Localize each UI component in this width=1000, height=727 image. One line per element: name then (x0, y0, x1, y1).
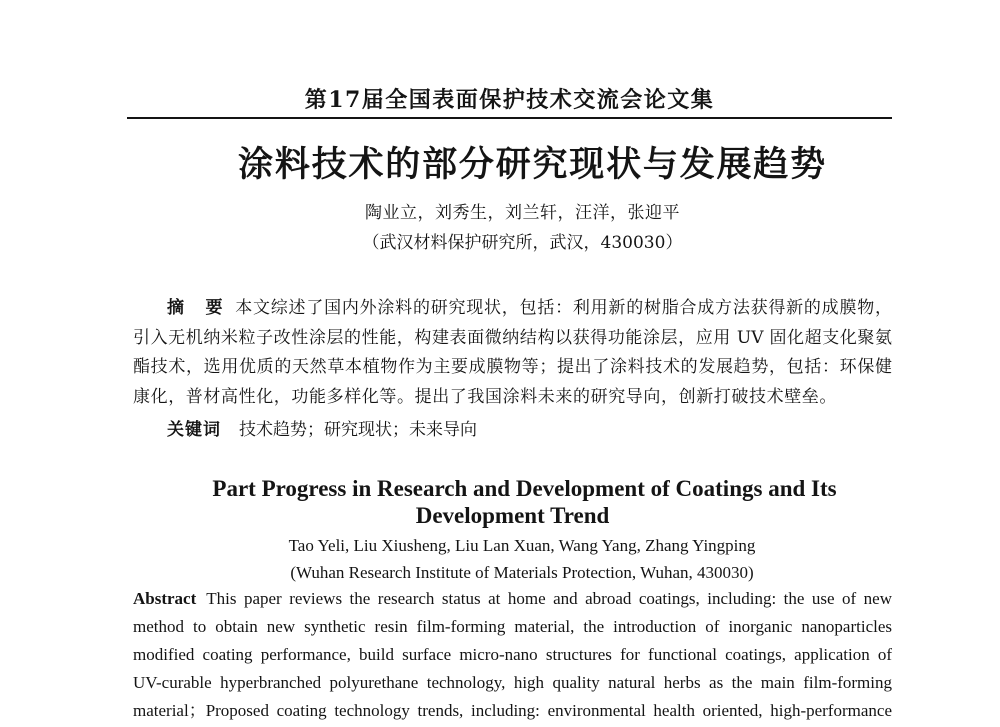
abstract-cn (133, 294, 892, 413)
abstract-en-line: material；Proposed coating technology trends, including: environmental health oriented, high-performance (133, 700, 892, 720)
abstract-cn-line: 引入无机纳米粒子改性涂层的性能，构建表面微纳结构以获得功能涂层，应用 UV 固化超支化聚氨 (133, 327, 892, 348)
abstract-en-label: Abstract (133, 589, 197, 608)
keywords-cn (133, 416, 477, 444)
affiliation-cn: （武汉材料保护研究所，武汉，430030） (362, 233, 683, 253)
abstract-en-line: modified coating performance, build surface micro-nano structures for functional coatings, application of (133, 644, 892, 664)
abstract-cn-line-text: 本文综述了国内外涂料的研究现状，包括：利用新的树脂合成方法获得新的成膜物， (235, 298, 892, 318)
affiliation-en: (Wuhan Research Institute of Materials Protection, Wuhan, 430030) (290, 563, 754, 582)
abstract-cn-line: 酯技术，选用优质的天然草本植物作为主要成膜物等；提出了涂料技术的发展趋势，包括：环保健 (133, 357, 892, 378)
paper-title-cn: 涂料技术的部分研究现状与发展趋势 (238, 145, 827, 185)
title-en-line: Part Progress in Research and Development of Coatings and Its (212, 476, 837, 501)
abstract-cn-label: 摘 要 (167, 298, 224, 318)
abstract-cn-line: 康化，普材高性化，功能多样化等。提出了我国涂料未来的研究导向，创新打破技术壁垒。 (133, 387, 837, 408)
abstract-en-line: method to obtain new synthetic resin film-forming material, the introduction of inorganic nanoparticles (133, 616, 892, 636)
abstract-en (133, 585, 892, 725)
authors-cn: 陶业立，刘秀生，刘兰轩，汪洋，张迎平 (365, 203, 680, 223)
authors-en: Tao Yeli, Liu Xiusheng, Liu Lan Xuan, Wang Yang, Zhang Yingping (288, 536, 756, 555)
keywords-cn-text: 技术趋势；研究现状；未来导向 (239, 420, 477, 440)
keywords-cn-label: 关键词 (167, 420, 221, 440)
abstract-cn-line (133, 294, 892, 324)
paper-title-en (133, 475, 892, 529)
abstract-en-line-text: This paper reviews the research status at home and abroad coatings, including: the use of new (206, 589, 892, 608)
header-rule (127, 117, 892, 119)
title-en-line: Development Trend (415, 503, 610, 528)
abstract-en-line: UV-curable hyperbranched polyurethane technology, high quality natural herbs as the main film-forming (133, 672, 892, 692)
proceedings-header: 第17届全国表面保护技术交流会论文集 (304, 87, 715, 113)
abstract-en-line (133, 585, 892, 613)
